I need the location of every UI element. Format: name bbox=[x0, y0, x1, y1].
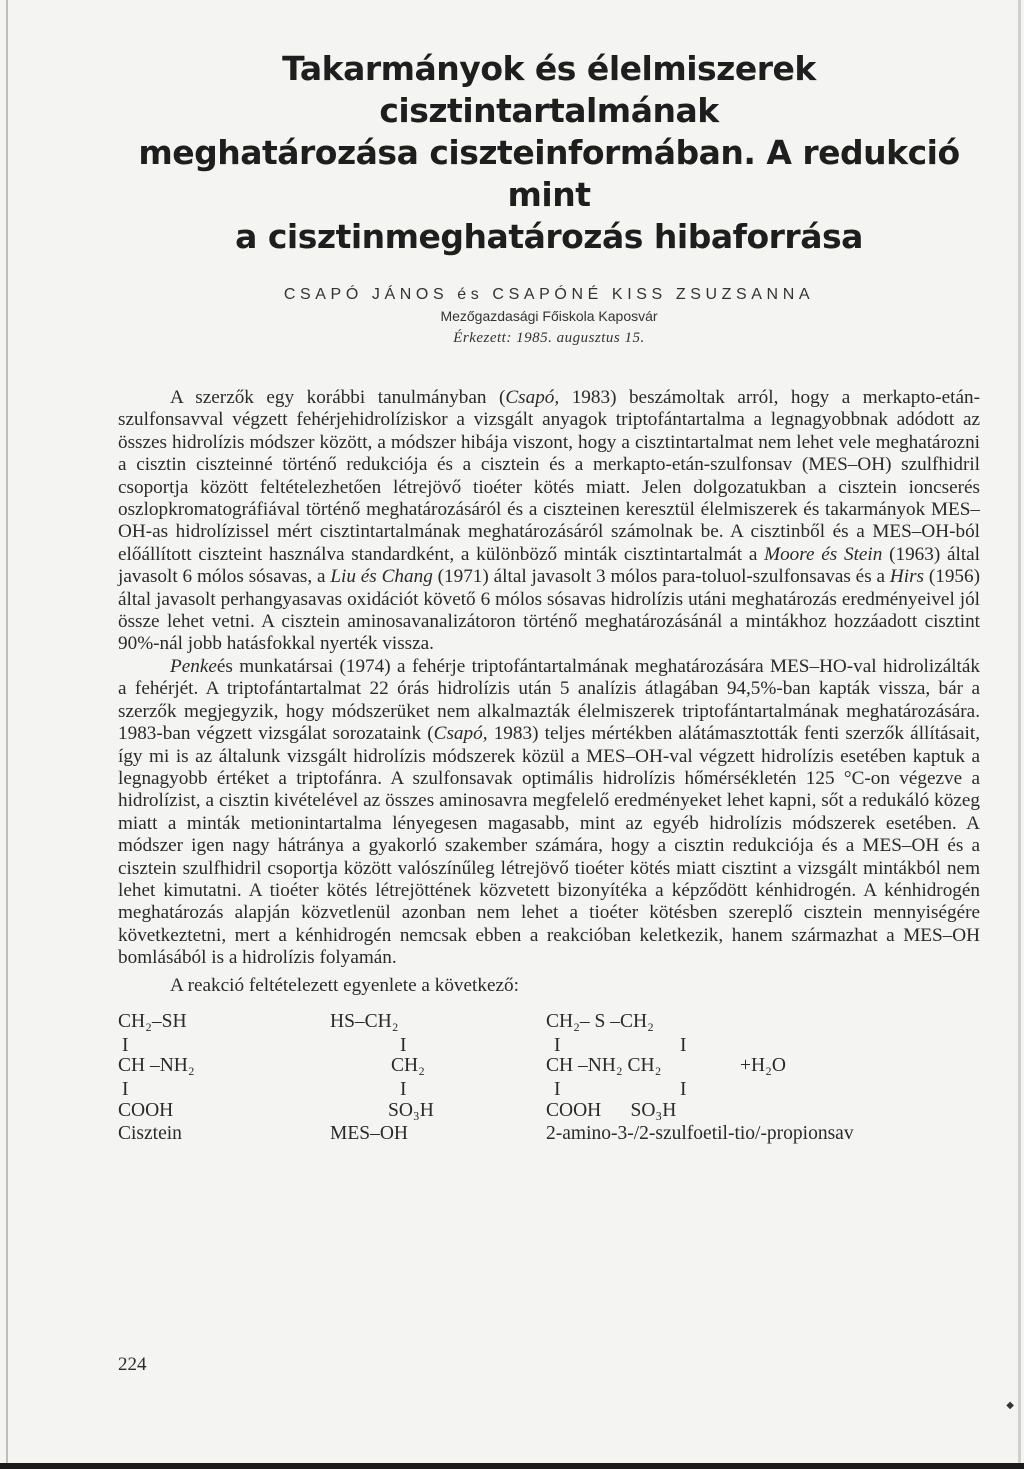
paragraph-1 bbox=[118, 387, 980, 656]
reaction-intro: A reakció feltételezett egyenlete a következő: bbox=[170, 974, 519, 996]
product-label: 2-amino-3-/2-szulfoetil-tio/-propionsav bbox=[546, 1122, 854, 1144]
paragraph-1-text-b: 1983) beszámoltak arról, hogy a merkapto-etán-szulfonsavval végzett fehérjehidrolíziskor a vizsgált anyagok triptofántartalma a legnagyobbnak adódott az összes hidrolízis módszer között, a módszer hibája viszont, hogy a cisztintartalmat nem lehet vele meghatározni a cisztin ciszteinné történő redukciója és a cisztein és a merkapto-etán-szulfonsav (MES–OH) szulfhidril csoportja között feltételezhetően létrejövő tioéter kötés miatt. Jelen dolgozatukban a cisztein ioncserés oszlopkromatográfiával történő meghatározásáról és a ciszteinen keresztül élelmiszerek és takarmányok MES–OH-as hidrolízissel mért cisztintartalmának meghatározásáról számolnak be. A cisztinből és a MES–OH-ból előállított ciszteint használva standardként, a különböző minták cisztintartalmát a bbox=[118, 387, 980, 565]
product-row-3: CH –NH₂ CH₂ bbox=[546, 1054, 662, 1076]
citation-moore-stein: Moore és Stein bbox=[764, 543, 883, 565]
scan-mark: ◆ bbox=[1006, 1400, 1014, 1411]
paragraph-2 bbox=[118, 656, 980, 970]
citation-hirs: Hirs bbox=[889, 566, 924, 588]
page-edge-shadow bbox=[6, 0, 8, 1469]
citation-csapo-2: Csapó, bbox=[433, 723, 488, 745]
product-row-5: COOH SO₃H bbox=[546, 1099, 677, 1121]
paragraph-2-text-b: 1983) teljes mértékben alátámasztották fenti szerzők állításait, így mi is az általunk vizsgált hidrolízis módszerek közül a MES–OH-val végzett hidrolízis esetében kaptuk a legnagyobb értéket a triptofánra. A szulfonsavak optimális hidrolízis hőmérsékletén 125 °C-on végezve a hidrolízist, a cisztin kivételével az összes aminosavra megfelelő eredményeket lehet kapni, sőt a redukáló közeg miatt a minták metionintartalma lényegesen magasabb, mint az egyéb hidrolízis módszerek esetében. A módszer igen nagy hátránya a gyakorló szakember számára, hogy a cisztin redukciója és a MES–OH és a cisztein szulfhidril csoportja között valószínűleg létrejövő tioéter kötés miatt cisztint a vizsgált mintákból nem lehet kimutatni. A tioéter kötés létrejöttének közvetett bizonyítéka a képződött kénhidrogén. A kénhidrogén meghatározás alapján közvetlenül azonban nem lehet a tioéter kötésben szereplő cisztein mennyiségére következtetni, mert a kénhidrogén nemcsak ebben a reakcióban keletkezik, hanem származhat a MES–OH bomlásából is a hidrolízis folyamán. bbox=[118, 723, 980, 969]
cysteine-label: Cisztein bbox=[118, 1122, 182, 1144]
citation-liu-chang: Liu és Chang bbox=[330, 566, 433, 588]
article-title bbox=[118, 48, 980, 258]
product-water: +H₂O bbox=[740, 1054, 786, 1076]
citation-penke: Penke bbox=[170, 655, 217, 677]
bond-mark: I bbox=[122, 1078, 129, 1100]
paragraph-1-text-d: (1971) által javasolt 3 mólos para-toluol-szulfonsavas és a bbox=[432, 566, 890, 588]
bond-mark: I bbox=[554, 1034, 561, 1056]
page-edge-right bbox=[1018, 0, 1021, 1469]
bond-mark: I bbox=[554, 1078, 561, 1100]
affiliation: Mezőgazdasági Főiskola Kaposvár bbox=[440, 308, 658, 324]
mes-label: MES–OH bbox=[330, 1122, 409, 1144]
cysteine-row-3: CH –NH₂ bbox=[118, 1054, 195, 1076]
paragraph-1-text-e: (1956) által javasolt perhangyasavas oxidációt követő 6 mólos sósavas hidrolízis utáni meghatározás eredményeivel jól össze lehet vetni. A cisztein aminosavanalizátoron történő meghatározásánál a mintákhoz hozzáadott cisztint 90%-nál jobb hatásfokkal nyerték vissza. bbox=[118, 566, 980, 655]
bond-mark: I bbox=[122, 1034, 129, 1056]
title-line-1: Takarmányok és élelmiszerek cisztintartalmának bbox=[282, 49, 816, 130]
product-row-1: CH₂– S –CH₂ bbox=[546, 1010, 654, 1032]
received-date: Érkezett: 1985. augusztus 15. bbox=[453, 330, 645, 346]
title-line-3: a cisztinmeghatározás hibaforrása bbox=[235, 217, 863, 256]
mes-row-1: HS–CH₂ bbox=[330, 1010, 399, 1032]
authors: CSAPÓ JÁNOS és CSAPÓNÉ KISS ZSUZSANNA bbox=[283, 286, 815, 303]
bond-mark: I bbox=[680, 1078, 687, 1100]
bond-mark: I bbox=[400, 1078, 407, 1100]
cysteine-row-5: COOH bbox=[118, 1099, 174, 1121]
paragraph-2-text-a: és munkatársai (1974) a fehérje triptofántartalmának meghatározására MES–HO-val hidrolizálták a fehérjét. A triptofántartalmat 22 órás hidrolízis után 5 analízis átlagában 94,5%-ban kapták vissza, bár a szerzők megjegyzik, hogy módszerüket nem alkalmazták élelmiszerek triptofántartalmának meghatározására. 1983-ban végzett vizsgálat sorozataink ( bbox=[118, 655, 980, 745]
paragraph-1-text-c: (1963) által javasolt 6 mólos sósavas, a bbox=[118, 543, 980, 588]
mes-row-5: SO₃H bbox=[388, 1099, 434, 1121]
reaction-equation bbox=[118, 1011, 980, 1161]
bond-mark: I bbox=[680, 1034, 687, 1056]
mes-row-3: CH₂ bbox=[391, 1054, 425, 1076]
paragraph-1-text-a: A szerzők egy korábbi tanulmányban ( bbox=[170, 387, 506, 408]
scan-bottom-border bbox=[0, 1463, 1024, 1469]
page-number: 224 bbox=[118, 1354, 147, 1375]
article-page bbox=[118, 48, 980, 1161]
article-body bbox=[118, 387, 980, 970]
title-line-2: meghatározása ciszteinformában. A redukció mint bbox=[138, 133, 960, 214]
bond-mark: I bbox=[400, 1034, 407, 1056]
citation-csapo: Csapó, bbox=[505, 387, 560, 408]
cysteine-row-1: CH₂–SH bbox=[118, 1010, 187, 1032]
